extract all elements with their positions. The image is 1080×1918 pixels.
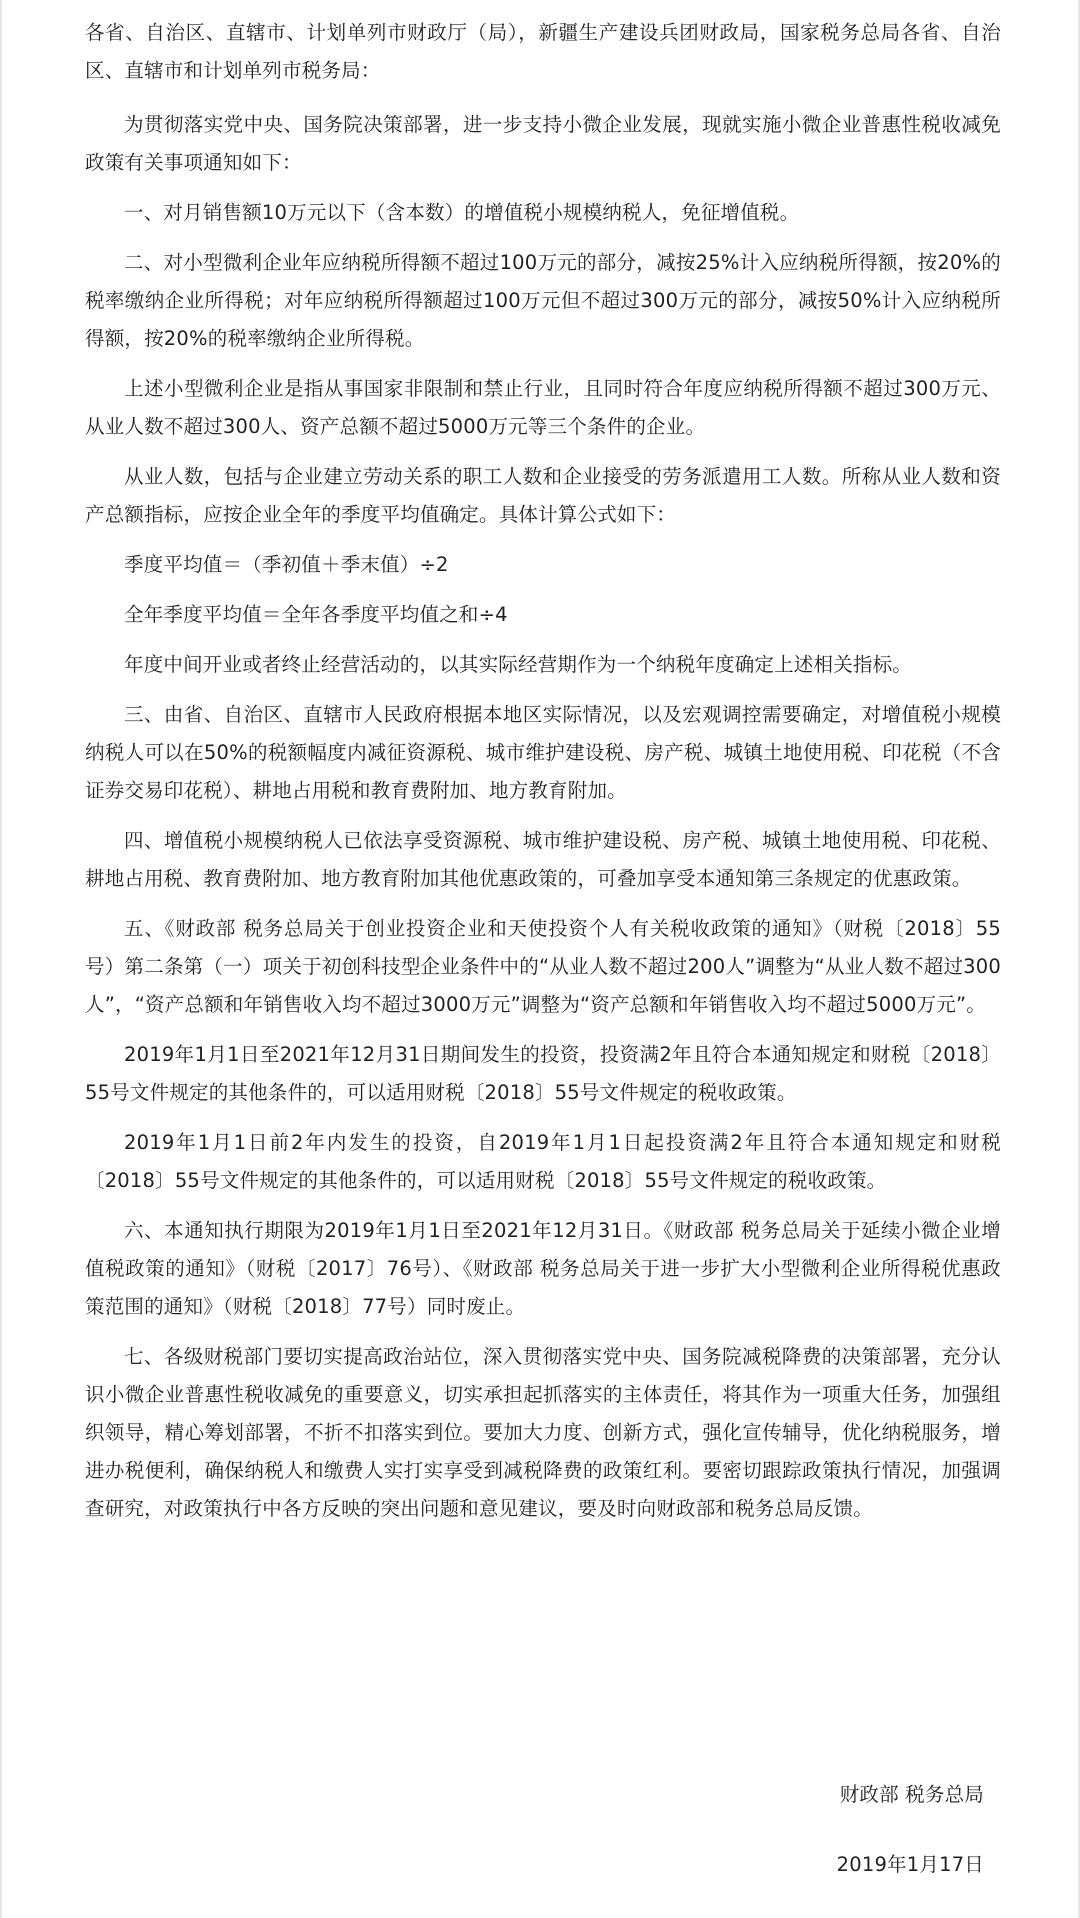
article-2-definition: 上述小型微利企业是指从事国家非限制和禁止行业，且同时符合年度应纳税所得额不超过300万元、从业人数不超过300人、资产总额不超过5000万元等三个条件的企业。 xyxy=(85,377,1001,438)
intro-paragraph: 为贯彻落实党中央、国务院决策部署，进一步支持小微企业发展，现就实施小微企业普惠性税收减免政策有关事项通知如下： xyxy=(85,113,1001,174)
article-2: 二、对小型微利企业年应纳税所得额不超过100万元的部分，减按25%计入应纳税所得额，按20%的税率缴纳企业所得税；对年应纳税所得额超过100万元但不超过300万元的部分，减按50%计入应纳税所得额，按20%的税率缴纳企业所得税。 xyxy=(85,251,1001,350)
article-1: 一、对月销售额10万元以下（含本数）的增值税小规模纳税人，免征增值税。 xyxy=(124,201,800,224)
signature-date: 2019年1月17日 xyxy=(836,1853,984,1876)
article-5: 五、《财政部 税务总局关于创业投资企业和天使投资个人有关税收政策的通知》（财税〔2018〕55号）第二条第（一）项关于初创科技型企业条件中的“从业人数不超过200人”调整为“从业人数不超过300人”，“资产总额和年销售收入均不超过3000万元”调整为“资产总额和年销售收入均不超过5000万元”。 xyxy=(85,917,1001,1016)
signature-issuer: 财政部 税务总局 xyxy=(839,1783,984,1806)
formula-quarterly: 季度平均值＝（季初值＋季末值）÷2 xyxy=(124,553,449,576)
article-7: 七、各级财税部门要切实提高政治站位，深入贯彻落实党中央、国务院减税降费的决策部署，充分认识小微企业普惠性税收减免的重要意义，切实承担起抓落实的主体责任，将其作为一项重大任务，加强组织领导，精心筹划部署，不折不扣落实到位。要加大力度、创新方式，强化宣传辅导，优化纳税服务，增进办税便利，确保纳税人和缴费人实打实享受到减税降费的政策红利。要密切跟踪政策执行情况，加强调查研究，对政策执行中各方反映的突出问题和意见建议，要及时向财政部和税务总局反馈。 xyxy=(85,1345,1001,1520)
article-3: 三、由省、自治区、直辖市人民政府根据本地区实际情况，以及宏观调控需要确定，对增值税小规模纳税人可以在50%的税额幅度内减征资源税、城市维护建设税、房产税、城镇土地使用税、印花税（不含证券交易印花税）、耕地占用税和教育费附加、地方教育附加。 xyxy=(85,703,1001,802)
article-2-midyear: 年度中间开业或者终止经营活动的，以其实际经营期作为一个纳税年度确定上述相关指标。 xyxy=(124,653,913,676)
article-4: 四、增值税小规模纳税人已依法享受资源税、城市维护建设税、房产税、城镇土地使用税、印花税、耕地占用税、教育费附加、地方教育附加其他优惠政策的，可叠加享受本通知第三条规定的优惠政策。 xyxy=(85,829,1001,890)
article-5-prior: 2019年1月1日前2年内发生的投资，自2019年1月1日起投资满2年且符合本通知规定和财税〔2018〕55号文件规定的其他条件的，可以适用财税〔2018〕55号文件规定的税收政策。 xyxy=(85,1131,1001,1192)
article-6: 六、本通知执行期限为2019年1月1日至2021年12月31日。《财政部 税务总局关于延续小微企业增值税政策的通知》（财税〔2017〕76号）、《财政部 税务总局关于进一步扩大小型微利企业所得税优惠政策范围的通知》（财税〔2018〕77号）同时废止。 xyxy=(85,1219,1001,1318)
formula-annual: 全年季度平均值＝全年各季度平均值之和÷4 xyxy=(124,603,508,626)
article-5-period: 2019年1月1日至2021年12月31日期间发生的投资，投资满2年且符合本通知规定和财税〔2018〕55号文件规定的其他条件的，可以适用财税〔2018〕55号文件规定的税收政策。 xyxy=(85,1043,1001,1104)
article-2-headcount: 从业人数，包括与企业建立劳动关系的职工人数和企业接受的劳务派遣用工人数。所称从业人数和资产总额指标，应按企业全年的季度平均值确定。具体计算公式如下： xyxy=(85,465,1001,526)
document-body xyxy=(85,14,1001,1528)
addressee: 各省、自治区、直辖市、计划单列市财政厅（局），新疆生产建设兵团财政局，国家税务总局各省、自治区、直辖市和计划单列市税务局： xyxy=(85,21,1001,82)
